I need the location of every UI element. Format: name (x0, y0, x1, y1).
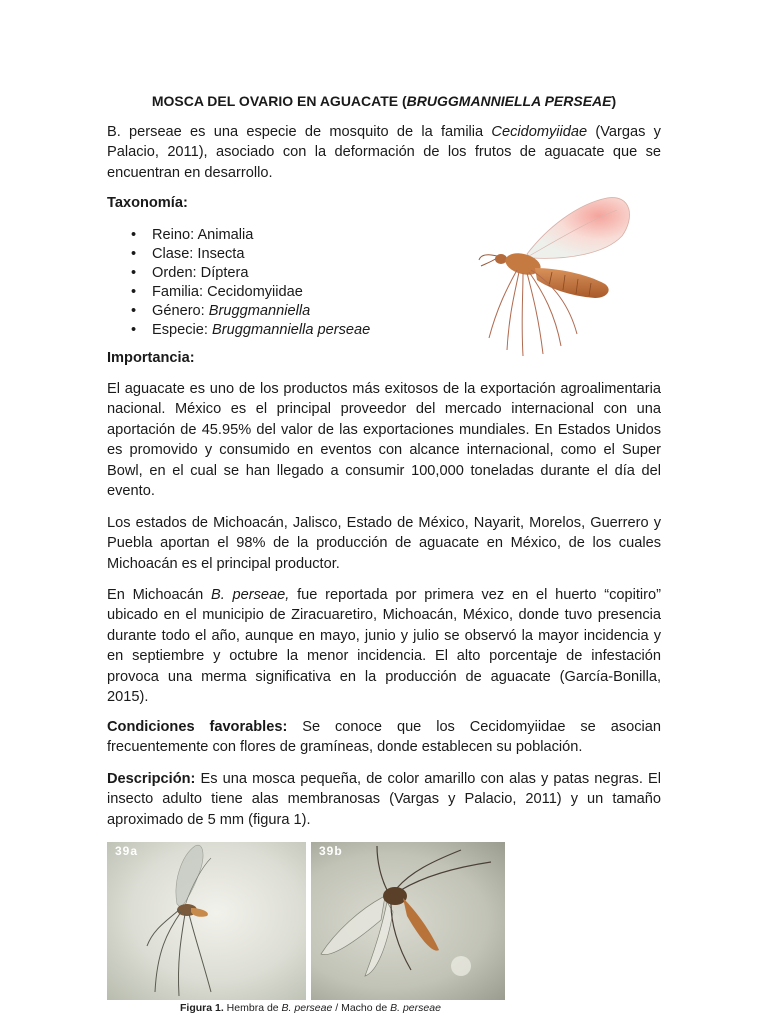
description-paragraph: Descripción: Es una mosca pequeña, de color amarillo con alas y patas negras. El insecto adulto tiene alas membranosas (Vargas y Palacio, 2011) y un tamaño aproximado de 5 mm (figura 1). (107, 771, 661, 828)
conditions-heading: Condiciones favorables: (107, 719, 288, 735)
figure-caption: Figura 1. Hembra de B. perseae / Macho de B. perseae (180, 1002, 441, 1014)
description-heading: Descripción: (107, 771, 196, 787)
page-title (107, 91, 661, 111)
title-text: MOSCA DEL OVARIO EN AGUACATE ( (151, 93, 407, 109)
list-item: • Reino: Animalia (107, 226, 437, 245)
title-species: BRUGGMANNIELLA PERSEAE (406, 93, 612, 109)
family-name: Cecidomyiidae (491, 124, 588, 140)
conditions-paragraph: Condiciones favorables: Se conoce que los Cecidomyiidae se asocian frecuentemente con flores de gramíneas, donde establecen su población. (107, 719, 661, 756)
importance-paragraph-1: El aguacate es uno de los productos más exitosos de la exportación agroalimentaria nacional. México es el principal proveedor del mercado internacional con una aportación de 45.95% del valor de las exportaciones mundiales. En Estados Unidos es promovido y consumido en eventos con alcance internacional, como el Super Bowl, en el cual se han llegado a consumir 100,000 toneladas durante el día del evento. (107, 381, 661, 500)
photo-female (107, 842, 306, 1000)
importance-paragraph-3: En Michoacán B. perseae, fue reportada por primera vez en el huerto “copitiro” ubicado en el municipio de Ziracuaretiro, Michoacán, México, donde tuvo presencia durante todo el año, aunque en mayo, junio y julio se observó la mayor incidencia y en septiembre y octubre la menor incidencia. El alto porcentaje de infestación provoca una merma significativa en la producción de aguacate (García-Bonilla, 2015). (107, 587, 661, 706)
mosquito-illustration (457, 188, 657, 360)
male-insect-image (311, 842, 505, 1000)
intro-paragraph: B. perseae es una especie de mosquito de la familia Cecidomyiidae (Vargas y Palacio, 2011), asociado con la deformación de los frutos de aguacate que se encuentran en desarrollo. (107, 124, 661, 181)
photo-tag-b: 39b (319, 844, 343, 858)
importance-paragraph-2: Los estados de Michoacán, Jalisco, Estado de México, Nayarit, Morelos, Guerrero y Puebla aportan el 98% de la producción de aguacate en México, de los cuales Michoacán es el principal productor. (107, 515, 661, 572)
female-insect-image (107, 842, 306, 1000)
list-item: • Familia: Cecidomyiidae (107, 283, 437, 302)
figure-photos (107, 842, 505, 1000)
list-item: • Especie: Bruggmanniella perseae (107, 321, 437, 340)
title-close: ) (611, 93, 617, 109)
taxonomy-heading: Taxonomía: (107, 195, 188, 211)
importance-heading: Importancia: (107, 350, 195, 366)
photo-male (311, 842, 505, 1000)
photo-tag-a: 39a (115, 844, 139, 858)
taxonomy-list (107, 226, 437, 339)
list-item: • Orden: Díptera (107, 264, 437, 283)
list-item: • Clase: Insecta (107, 245, 437, 264)
list-item: • Género: Bruggmanniella (107, 302, 437, 321)
